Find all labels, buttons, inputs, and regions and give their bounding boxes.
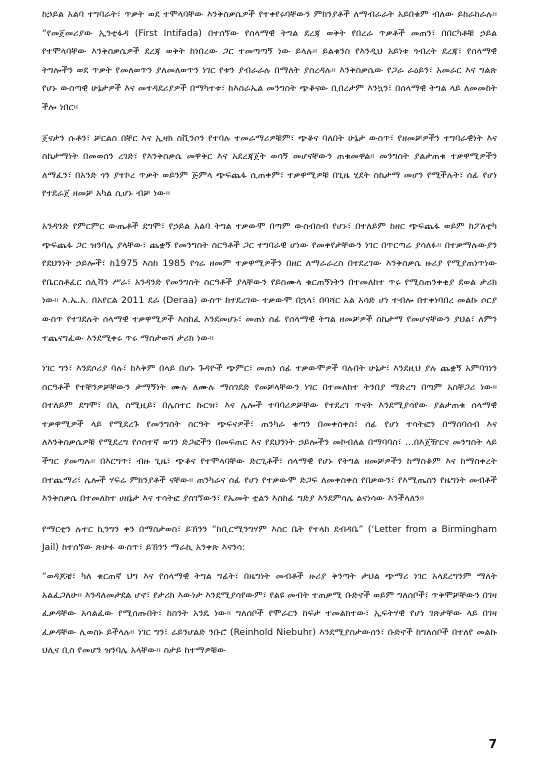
paragraph-2: ጀናታን ሱቶን፣ ቻርልስ በቸር እና ኢዛክ ስቪንሶን የተባሉ ተመራማሪዎቹም፣ ጭቆና ባለበት ሁኔታ ውስጥ፣ የዘመቻዎችን ተግባራዊነት እና ስኬታማነት በመወሰን ረገድ፣ የእንቅስቃሴ መዋቅር እና አደረጃጀት ወሳኝ መሆናቸውን ጠቁመዋል፡፡ መንግስት ያልታጠቁ ተቃዋሚዎችን ለማፈን፣ በአንድ ጎን ያተኮረ ጥቃት ወይንም ጅምላ ጭፍጨፋ ሲጠቀም፣ ተቃዋሚዎቹ በጊዜ ሂደት ስኬታማ መሆን የሚችሉት፣ ሰፊ የሆነ የተደራጀ ዘመቻ አካል ሲሆኑ ብቻ ነው፡፡ (42, 133, 497, 200)
page-number: 7 (488, 737, 497, 751)
paragraph-4: ነገር ግን፣ እንደሶሪያ ባሉ፣ ከእቅም በላይ በሆኑ ጉዳዮች ጭምር፣ መጠነ ሰፊ ተቃውሞዎች ባሉበት ሁኔታ፣ እንደዚህ ያሉ ጨቋኝ አምባገነን ስርዓቶች የተቸንዎቻቸውን ታማኝነት ሙሉ ለሙሉ ማስገደድ የመቻላቸውን ነገር በተመለከተ ትንበያ ማድረግ በጣም አስቸጋሪ ነው፡፡ በተለይም ደግሞ፣ በሊ ስሚዚይ፣ በሌስተር ኩርዝ፣ እና ሌሎች ተባባሪዎቻቸው የተደረገ ጥናት እንደሚያሳየው ያልታጠቁ ሰላማዊ ተቃዋሚዎች ላይ የሚደረጉ የመንግስት ስርዓት ጭፍናዎች፣ ጠንካራ ቁጣን በመቀስቀስ፣ ሰፊ የሆነ ተሳትፎን በማሰባሰብ እና ለእንቅስቃሴዎቹ የሚደረግ የሶስተኛ ወገን ድጋፎችን በመፍጠር እና የደህንነት ኃይሎችን መኮብለል በማባባስ፣ ...በእጀዥርና መንግስት ላይ ችግር ያመጣሉ፡፡ በእርግጥ፣ ብዙ ጊዜ፣ ጭቆና የተሞላባቸው ድርጊቶች፣ ሰላማዊ የሆኑ የትግል ዘመቻዎችን ከማስቆም እና ከማስቀረት በተጨማሪ፣ ሌሎች ሃፍሬ ምክንያቶች ናቸው፡፡ ጠንካራና ሰፊ የሆነ የተቃውሞ ድጋፍ ለመቀስቀስ የበቃውን፣ የእሚጤስን የዜግነት መብቶች እንቅስቃሴ በተመለከተ ሀዘኔታ እና ተሳትፎ ያስገኘውን፣ የኤመት ቲልን እስከፊ ግድያ እንደምሳሌ ልናነሳው እንችላለን፡፡ (42, 364, 497, 505)
paragraph-5: የማርቲን ሉተር ኪንግን ቀን በማስታወስ፣ ይኸንን “ከቢርሚንግሃም እስር ቤት የተላከ ደብዳቤ” (‘Letter from a Birmingham Jail) ከተሰኘው ጽሁፉ ውስጥ፣ ይኸንን ማራኪ አንቀጽ እናንሳ: (42, 524, 497, 554)
paragraph-1: ከኃይል አልባ ተግባራት፣ ጥቃት ወደ ተሞላባቸው እንቅስቃሴዎች የተቀየሩባቸውን ምክንያቶች ለማብራራት አይበቁም ብለው ይከራከራሉ፡፡ “የመጀመሪያው ኢንቲፋዳ (First Intifada) በተሰኘው የሰላማዊ ትግል ደረጃ ወቅት የበረራ ጥቃቶች መጠን፣ በበርካቶቹ ኃይል የተሞላባቸው እንቅስቃሴዎች ደረጃ ወቅት ከነበረው ጋር ተመጣጣኝ ነው ይላሉ፡፡ ይልቁንስ የእንዲህ አይነቱ ጎብረት ደረጃ፣ የሰላማዊ ትግሎችን ወደ ጥቃት የመለወጥን ያለመለወጥን ነገር የቱን ያብራራሉ በማለት ያስረዳሉ፡፡ እንቅስቃሴው የጋራ ራዕይን፣ አመራር እና ግልጽ የሆኑ ውስጣዊ ሁኔታዎች እና መተዳደሪያዎች በማካተቱ፣ ከእስራኤል መንግስት ጭቆናው ቢበረታም እንኳን፣ በሰላማዊ ትግል ላይ ለመመከት ችሎ ነበር፡፡ (42, 10, 497, 113)
paragraph-6-quote: “ወዳጆቼ፣ ካለ ቁርጠኛ ህግ እና የሰላማዊ ትግል ግፊት፣ በዜግነት መብቶች ዙሪያ ቅንጣት ታህል ጭማሪ ነገር አላደረግንም ማለት አልፈጋለሁ፡፡ እንዳለመታደል ሆኖ፣ የታሪክ እውነታ እንደሚያሳየውም፣ የልዩ መብት ተጠቃሚ ቡድኖች ወይም ግለሰቦች፣ ጥቅሞቻቸውን በገዛ ፈቃዳቸው አሳልፈው የሚሰጡበት፣ ከስንት አንዴ ነው፡፡ ግለሰቦች የሞራርን ከፍታ ተመልክተው፣ ኢፍትሃዊ የሆነ ገጽታቸው ላይ በገዛ ፈቃዳቸው ሊወስኑ ይችላሉ፡፡ ነገር ግን፣ ሬይንሆልድ ንቡሮ (Reinhold Niebuhr) እንደሚያስታውሰን፣ ቡድኖች ከግለሰቦች በተለየ መልኩ ህሊና ቢስ የመሆን ዝንባሌ አላቸው፡፡ ስታይ ከተማዎቹው (42, 572, 497, 657)
paragraph-3: አንዳንድ የምርምር ውጤቶች ደግሞ፣ የኃይል አልባ ትግል ተቃውሞ በጣም ውስብስብ የሆኑ፣ በተለይም ከዘር ጭፍጨፋ ወይም ከፖለቲካ ጭፍጨፋ ጋር ዝንባሌ ያላቸው፣ ጨቋኝ የመንግስት ስርዓቶች ጋር ተግባራዊ ሆነው የመቀየታቸውን ነገር በጥርጣሬ ያሳለፉ፡፡ በተቃማሉውያን የደህንነት ኃይሎች፣ ከ1975 እስከ 1985 የጎሬ ዘመም ተቃዋሚዎችን በዘር ለማራራረስ በተደረገው እንቅስቃሴ ዙሪያ የሚያጠነጥነው የቤርስቶፈር ሰሊቫን ሥራ፣ አንዳንድ የመንግስት ስርዓቶች ያላቸውን የይስሙላ ቁርጠኝነትን በተመለከተ ጥሩ የሚስጠንቀቂያ ደወል ታሪክ ነው፡፡ እ.ኤ.አ. በአየርል 2011 ደራ (Deraa) ውስጥ ከተደረገው ተቃውሞ በኋላ፣ በባሻር አል አሳድ ሆነ ተብሎ በተቀነባበረ መልኩ ሶርያ ውስጥ የተገደሉት ሰላማዊ ተቃዋሚዎች እስከፈ እንደመሆኑ፣ መጠነ ሰፊ የሰላማዊ ትግል ዘመቻዎች ስኬታማ የመሆናቸውን ያህል፣ ለምን ተጨናግፈው እንደሚቀሩ ጥሩ ማስታወሻ ታሪክ ነው፡፡ (42, 221, 497, 344)
